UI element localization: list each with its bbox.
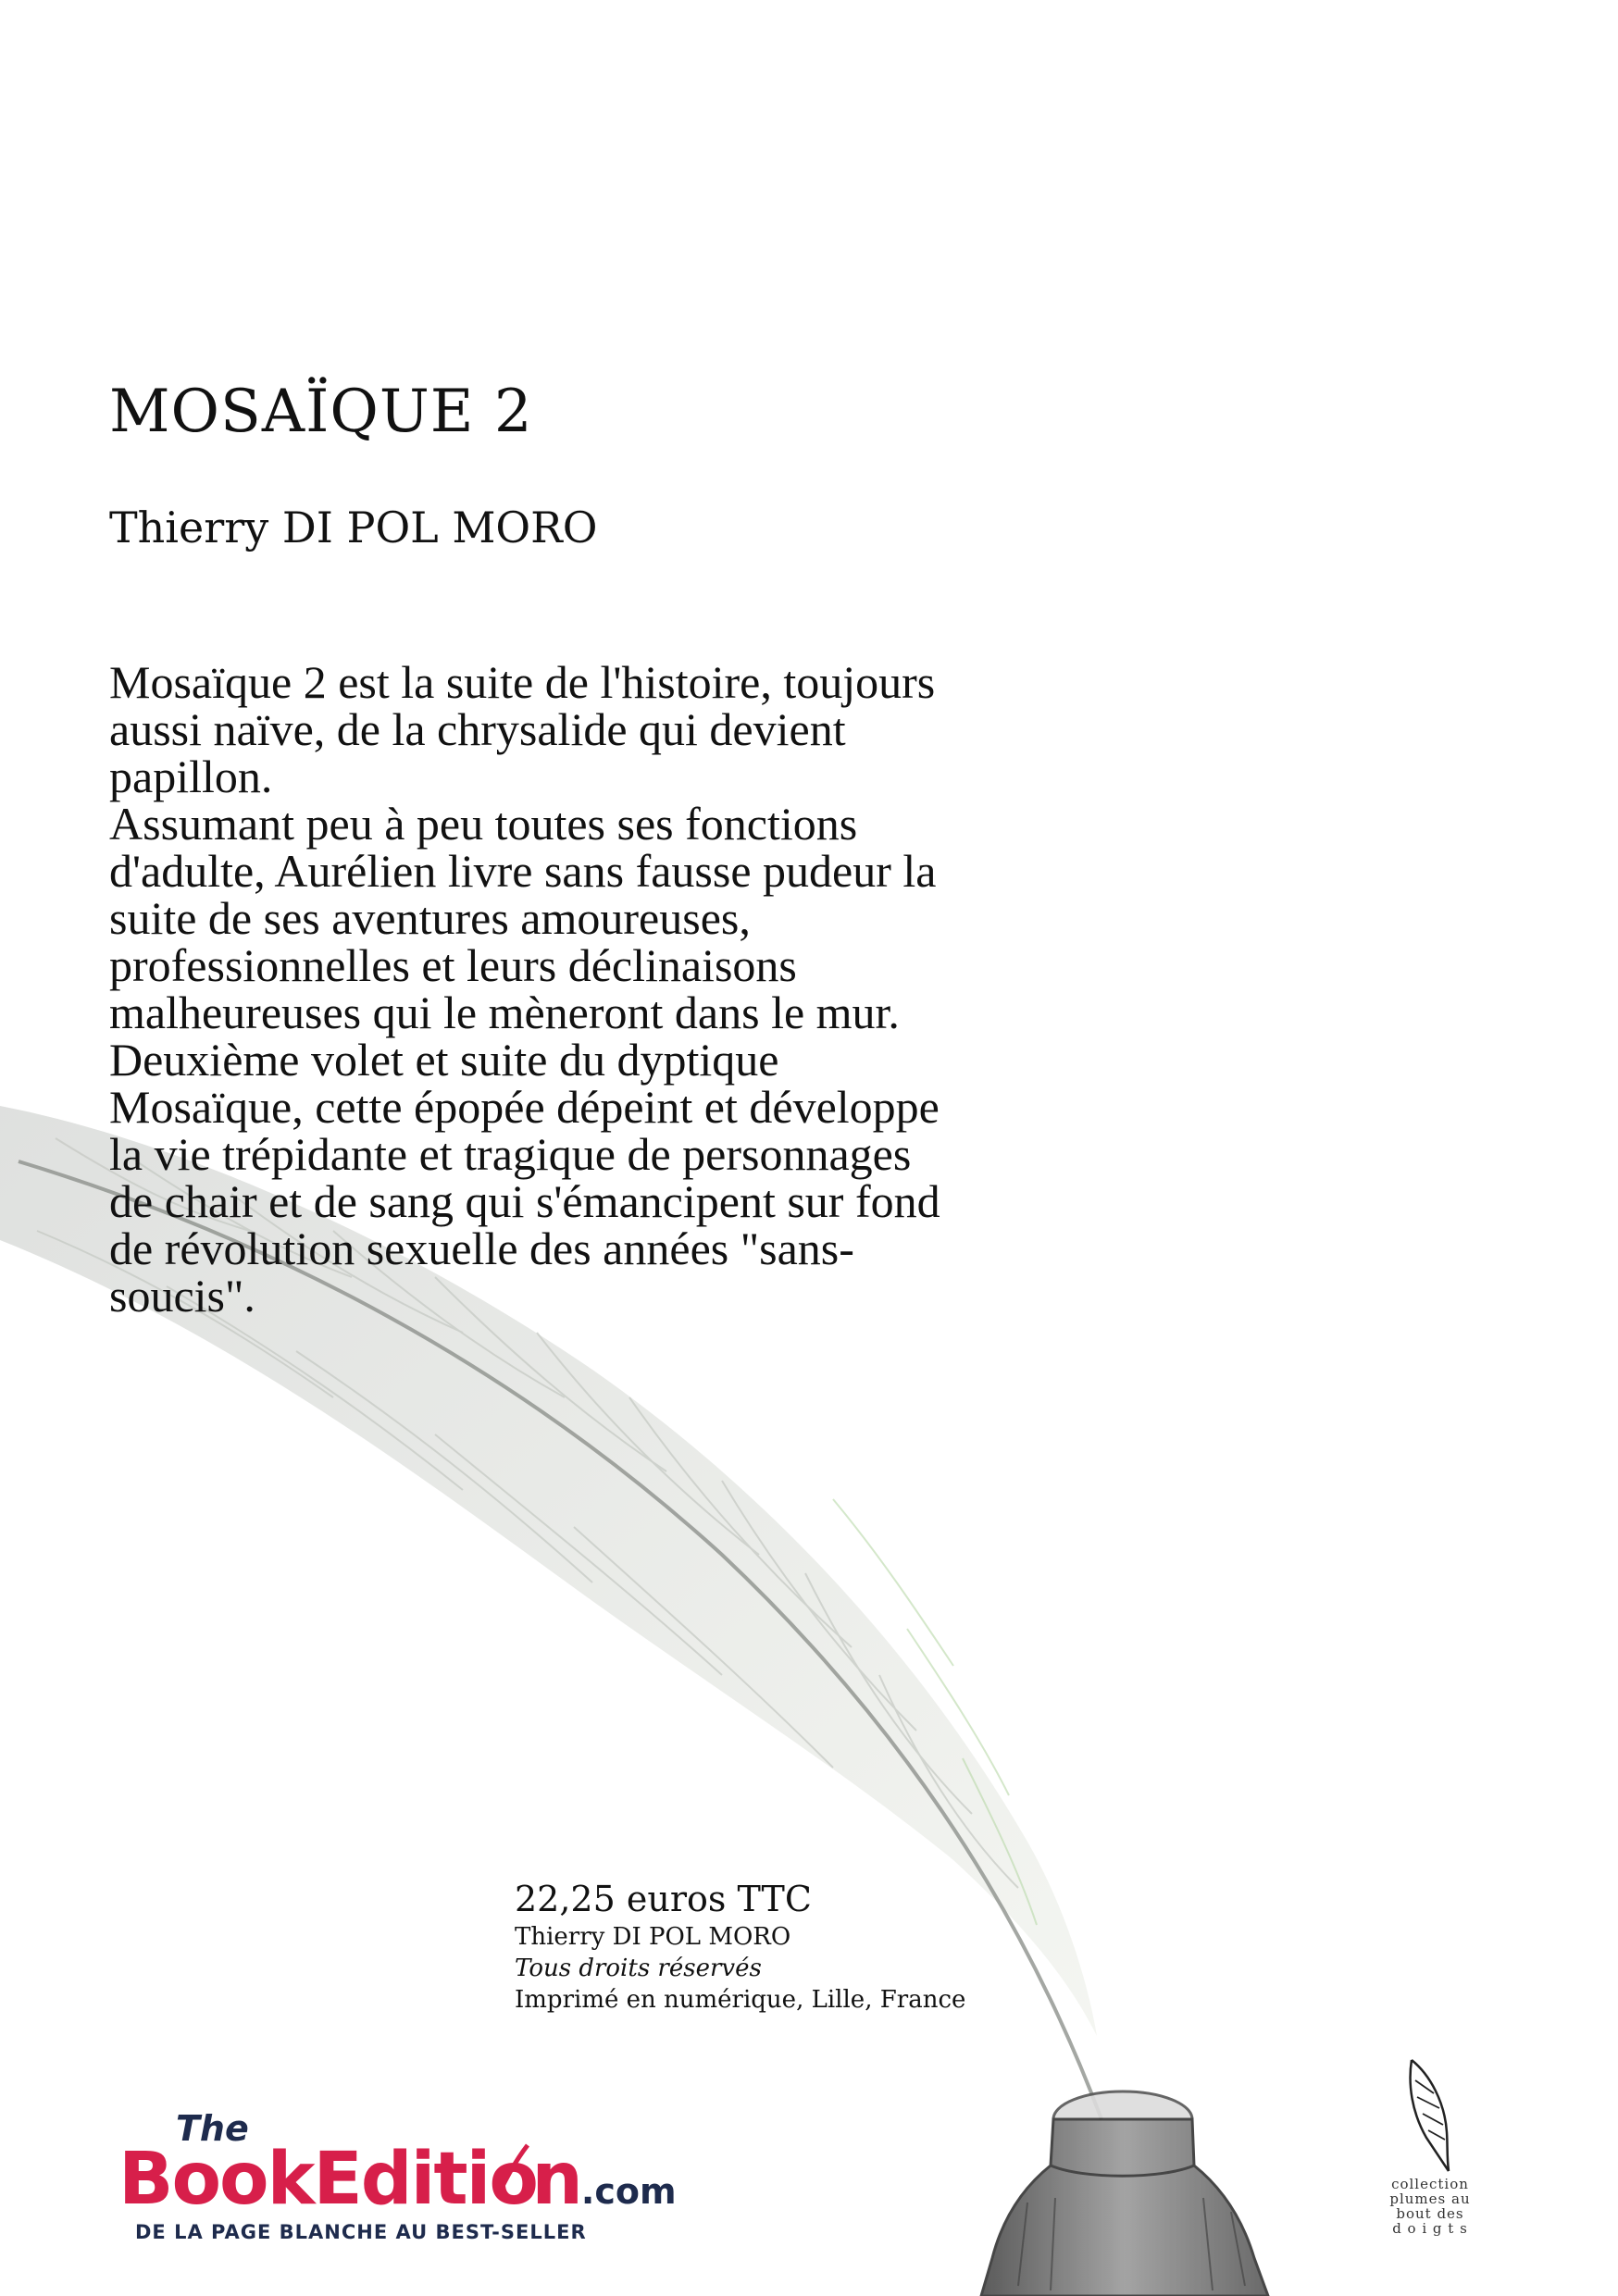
publisher-logo-domain: .com bbox=[580, 2171, 677, 2212]
synopsis-line: suite de ses aventures amoureuses, bbox=[109, 892, 751, 944]
colophon-author: Thierry DI POL MORO bbox=[515, 1923, 791, 1951]
collection-line: collection bbox=[1391, 2176, 1469, 2192]
synopsis-line: Mosaïque 2 est la suite de l'histoire, toujours bbox=[109, 656, 936, 708]
synopsis-line: de révolution sexuelle des années "sans- bbox=[109, 1222, 854, 1274]
publisher-logo-name-part1: BookEditi bbox=[118, 2138, 490, 2221]
collection-logo bbox=[1379, 2056, 1481, 2278]
synopsis-line: la vie trépidante et tragique de personnages bbox=[109, 1128, 912, 1180]
synopsis-line: d'adulte, Aurélien livre sans fausse pudeur la bbox=[109, 845, 937, 897]
synopsis-line: malheureuses qui le mèneront dans le mur. bbox=[109, 987, 900, 1038]
synopsis-line: Deuxième volet et suite du dyptique bbox=[109, 1034, 779, 1086]
book-title: MOSAÏQUE 2 bbox=[109, 378, 533, 446]
synopsis-line: de chair et de sang qui s'émancipent sur fond bbox=[109, 1175, 940, 1227]
publisher-logo-o-feather-icon: o bbox=[489, 2138, 537, 2221]
synopsis-line: aussi naïve, de la chrysalide qui devient bbox=[109, 703, 846, 755]
collection-line: bout des bbox=[1396, 2205, 1464, 2222]
collection-line: d o i g t s bbox=[1392, 2220, 1468, 2237]
rights-notice: Tous droits réservés bbox=[515, 1955, 762, 1982]
publisher-logo-name-part2: n bbox=[531, 2138, 581, 2221]
publisher-logo-name bbox=[118, 2138, 677, 2221]
publisher-logo bbox=[118, 2103, 677, 2243]
price: 22,25 euros TTC bbox=[515, 1879, 812, 1919]
synopsis bbox=[109, 656, 1220, 1322]
publisher-tagline: DE LA PAGE BLANCHE AU BEST-SELLER bbox=[135, 2221, 587, 2243]
book-author: Thierry DI POL MORO bbox=[109, 503, 598, 552]
synopsis-line: Mosaïque, cette épopée dépeint et développe bbox=[109, 1081, 940, 1133]
collection-line: plumes au bbox=[1389, 2191, 1471, 2207]
synopsis-line: papillon. bbox=[109, 751, 273, 802]
synopsis-line: professionnelles et leurs déclinaisons bbox=[109, 939, 797, 991]
colophon bbox=[515, 1877, 1089, 2016]
publisher-logo-the: The bbox=[176, 2108, 249, 2149]
feather-icon bbox=[1402, 2056, 1458, 2177]
synopsis-line: Assumant peu à peu toutes ses fonctions bbox=[109, 798, 858, 850]
synopsis-line: soucis". bbox=[109, 1270, 255, 1322]
printing-notice: Imprimé en numérique, Lille, France bbox=[515, 1986, 966, 2014]
